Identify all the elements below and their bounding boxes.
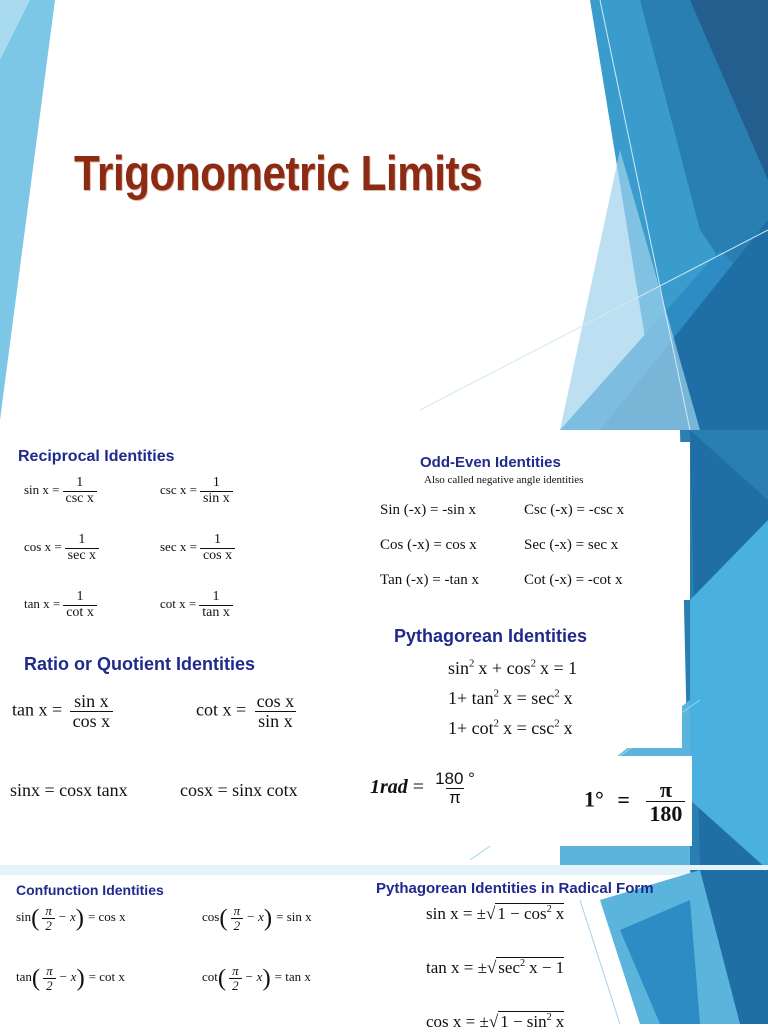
identity-den: tan x <box>199 605 233 621</box>
cof-fn: tan <box>16 969 32 985</box>
degree-fraction <box>646 778 685 825</box>
odd-even-panel <box>370 442 690 600</box>
pyth-part-b: x + cos <box>478 658 531 678</box>
rad-tail: x − 1 <box>529 958 565 977</box>
identity-num: 1 <box>76 589 84 604</box>
tan-den: cos x <box>70 711 114 731</box>
pyth-part-b: x = csc <box>503 718 555 738</box>
identity-num: 1 <box>212 589 220 604</box>
pyth-exp-b: 2 <box>530 657 536 670</box>
minus-x: − x <box>246 909 264 925</box>
cof-rhs: = tan x <box>274 969 311 985</box>
pi-over-two <box>42 904 55 932</box>
identity-fraction <box>63 590 97 620</box>
reciprocal-identity <box>24 476 100 506</box>
minus-x: − x <box>244 969 263 985</box>
identity-lhs: cot x = <box>160 596 197 612</box>
reciprocal-panel <box>10 440 340 640</box>
radian-den: π <box>446 788 464 807</box>
radical-heading: Pythagorean Identities in Radical Form <box>376 880 654 897</box>
pi-over-two <box>231 904 244 932</box>
odd-even-subheading: Also called negative angle identities <box>424 474 584 486</box>
identity-lhs: csc x = <box>160 482 197 498</box>
pyth-part-a: sin <box>448 658 470 678</box>
left-paren: ( <box>31 964 41 992</box>
tan-quotient <box>12 692 116 731</box>
degree-lhs: 1° <box>584 786 604 812</box>
minus-x: − x <box>57 909 76 925</box>
tan-lhs: tan x = <box>12 699 63 720</box>
two-den: 2 <box>43 978 56 993</box>
odd-even-right: Cot (-x) = -cot x <box>524 572 623 588</box>
identity-lhs: sec x = <box>160 539 197 555</box>
identity-den: cot x <box>63 605 97 621</box>
left-paren: ( <box>219 904 228 932</box>
cof-fn: cot <box>202 969 218 985</box>
pi-num: π <box>232 963 239 978</box>
rad-lhs: cos x = ± <box>426 1012 489 1031</box>
pi-over-two <box>229 964 242 992</box>
left-paren: ( <box>217 964 227 992</box>
pythagorean-identity <box>448 688 573 709</box>
pythagorean-identity <box>448 658 577 679</box>
identity-den: csc x <box>63 491 97 507</box>
right-paren: ) <box>263 904 273 932</box>
rad-tail: x <box>555 904 565 923</box>
odd-even-right: Sec (-x) = sec x <box>524 537 619 553</box>
conversion-panel <box>360 756 692 846</box>
sqrt-sign: √ <box>488 1012 499 1031</box>
reciprocal-identity <box>24 533 102 563</box>
cof-rhs: = sin x <box>276 909 312 925</box>
rad-lhs: sin x = ± <box>426 904 487 923</box>
rad-tail: x <box>555 1012 565 1031</box>
identity-fraction <box>200 476 233 506</box>
degree-eq: = <box>617 786 630 812</box>
pyth-exp-b: 2 <box>554 687 560 700</box>
cot-num: cos x <box>256 691 295 711</box>
pyth-part-c: x <box>563 688 573 708</box>
cot-fraction <box>254 692 298 731</box>
rad-exp: 2 <box>520 957 526 969</box>
cof-rhs: = cos x <box>87 909 126 925</box>
cot-quotient <box>196 692 300 731</box>
pyth-part-a: 1+ cot <box>448 718 494 738</box>
radical-identity <box>426 904 564 924</box>
reciprocal-heading: Reciprocal Identities <box>18 448 175 465</box>
pyth-exp-b: 2 <box>554 717 560 730</box>
identity-fraction <box>199 590 233 620</box>
left-paren: ( <box>31 904 40 932</box>
identity-fraction <box>63 476 97 506</box>
sqrt-body <box>498 1011 564 1031</box>
identity-den: cos x <box>200 548 235 564</box>
pyth-exp-a: 2 <box>493 717 500 730</box>
sqrt-body <box>496 957 564 977</box>
identity-num: 1 <box>214 532 222 547</box>
identity-lhs: sin x = <box>24 482 60 498</box>
pyth-part-c: x <box>563 718 573 738</box>
sqrt-body <box>495 903 564 923</box>
radian-lhs: 1rad <box>370 775 408 798</box>
reciprocal-identity <box>160 590 236 620</box>
degree-conversion <box>584 778 688 825</box>
identity-num: 1 <box>212 475 220 490</box>
tan-num: sin x <box>74 691 109 711</box>
rad-lhs: tan x = ± <box>426 958 487 977</box>
odd-even-right: Csc (-x) = -csc x <box>524 502 625 518</box>
tan-fraction <box>70 692 114 731</box>
odd-even-left: Tan (-x) = -tan x <box>380 572 480 588</box>
radian-fraction <box>432 770 478 807</box>
sin-product: sinx = cosx tanx <box>10 780 128 800</box>
reciprocal-identity <box>160 476 236 506</box>
pyth-exp-a: 2 <box>469 657 475 670</box>
cot-den: sin x <box>255 711 296 731</box>
rad-exp: 2 <box>546 903 552 915</box>
pi-num: π <box>233 903 241 918</box>
pythagorean-panel <box>370 608 682 748</box>
odd-even-left: Sin (-x) = -sin x <box>380 502 476 518</box>
identity-lhs: cos x = <box>24 539 62 555</box>
odd-even-left: Cos (-x) = cos x <box>380 537 477 553</box>
ratio-heading: Ratio or Quotient Identities <box>24 654 256 674</box>
right-paren: ) <box>262 964 271 992</box>
identity-num: 1 <box>76 475 84 490</box>
sqrt-sign: √ <box>486 958 497 977</box>
pyth-part-b: x = sec <box>503 688 555 708</box>
identity-num: 1 <box>78 532 86 547</box>
radian-eq: = <box>412 775 425 798</box>
right-paren: ) <box>76 964 85 992</box>
cofunction-identity <box>202 964 311 992</box>
right-paren: ) <box>75 904 84 932</box>
cofunction-panel <box>10 876 350 1024</box>
slide-title: Trigonometric Limits <box>74 147 483 201</box>
rad-inner: 1 − cos <box>497 904 547 923</box>
reciprocal-identity <box>160 533 238 563</box>
radian-conversion <box>370 770 481 807</box>
pi-num: π <box>45 903 52 918</box>
degree-num: π <box>659 777 672 802</box>
cot-lhs: cot x = <box>196 699 247 720</box>
pi-num: π <box>46 963 53 978</box>
odd-even-heading: Odd-Even Identities <box>420 454 561 471</box>
minus-x: − x <box>58 969 77 985</box>
radian-num: 180 ° <box>435 769 475 788</box>
reciprocal-identity <box>24 590 100 620</box>
two-den: 2 <box>229 978 242 993</box>
cofunction-heading: Confunction Identities <box>16 882 164 898</box>
rad-inner: sec <box>498 958 520 977</box>
rad-inner: 1 − sin <box>500 1012 547 1031</box>
two-den: 2 <box>231 918 244 933</box>
cof-rhs: = cot x <box>88 969 125 985</box>
pyth-exp-a: 2 <box>493 687 500 700</box>
radical-panel <box>370 876 700 1031</box>
identity-den: sec x <box>65 548 99 564</box>
radical-identity <box>426 1012 564 1032</box>
identity-fraction <box>200 533 235 563</box>
pyth-part-a: 1+ tan <box>448 688 494 708</box>
identity-den: sin x <box>200 491 233 507</box>
cos-product: cosx = sinx cotx <box>180 780 298 800</box>
ratio-panel <box>10 650 340 820</box>
pythagorean-heading: Pythagorean Identities <box>394 626 588 646</box>
cof-fn: sin <box>16 909 32 925</box>
identity-lhs: tan x = <box>24 596 61 612</box>
pythagorean-identity <box>448 718 573 739</box>
cofunction-identity <box>16 904 126 932</box>
cofunction-identity <box>202 904 312 932</box>
identity-fraction <box>65 533 99 563</box>
cof-fn: cos <box>202 909 220 925</box>
cofunction-identity <box>16 964 125 992</box>
sqrt-sign: √ <box>486 904 496 923</box>
degree-den: 180 <box>646 801 685 825</box>
radical-identity <box>426 958 564 978</box>
two-den: 2 <box>42 918 55 933</box>
pi-over-two <box>43 964 56 992</box>
rad-exp: 2 <box>546 1011 552 1023</box>
pyth-part-c: x = 1 <box>539 658 578 678</box>
